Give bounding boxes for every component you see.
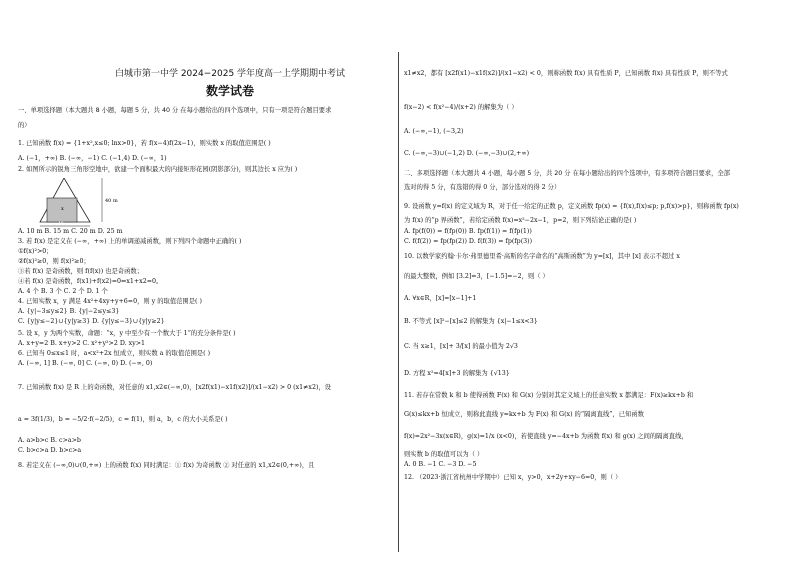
q5-options: A. x+y=2 B. x+y>2 C. x²+y²>2 D. xy>1	[18, 340, 146, 347]
q12-text: 12. （2023·浙江省杭州中学期中）已知 x，y>0，x+2y+xy−6=0，则（ ）	[404, 474, 622, 481]
q6-text: 6. 已知当 0≤x≤1 时，a<x²+2x 恒成立，则实数 a 的取值范围是( )	[18, 350, 211, 357]
q7-definitions: a = 3f(1/3)，b = −5/2·f(−2/5)，c = f(1)，则 a，b，c 的大小关系是( )	[18, 416, 228, 423]
q9-text: 9. 设函数 y=f(x) 的定义域为 R，对于任一给定的正数 p，定义函数 fp(x) = {f(x),f(x)≤p; p,f(x)>p}，则称函数 fp(x)	[404, 203, 739, 210]
q11-text-cont3: 则实数 b 的取值可以为（ ）	[404, 451, 484, 458]
q8-text-cont: x1≠x2，都有 [x2f(x1)−x1f(x2)]/(x1−x2) < 0，则称函数 f(x) 具有性质 P，已知函数 f(x) 具有性质 P，则不等式	[404, 70, 728, 77]
q7-options-ab: A. a>b>c B. c>a>b	[18, 437, 81, 444]
figure-label-x: x	[61, 206, 64, 212]
q4-options-cd: C. {y|y≤−2}∪{y|y≥3} D. {y|y≤−3}∪{y|y≥2}	[18, 318, 165, 325]
q10-text-cont: 的最大整数，例如 [3.2]=3，[−1.5]=−2，则（ ）	[404, 273, 549, 280]
q11-options: A. 0 B. −1 C. −3 D. −5	[404, 461, 477, 468]
q1-options: A. (−1，+∞) B. (−∞，−1) C. (−1,4) D. (−∞，1)	[18, 155, 167, 162]
figure-label-height: 40 m	[105, 198, 118, 204]
q6-options: A. (−∞, 1] B. (−∞, 0] C. (−∞, 0) D. (−∞, 0)	[18, 360, 153, 367]
section1-heading: 一、单项选择题（本大题共 8 小题，每题 5 分，共 40 分 在每小题给出的四个选项中，只有一项是符合题目要求	[18, 107, 332, 114]
q1-text: 1. 已知函数 f(x) = {1+x²,x≤0; lnx>0}，若 f(x−4)f(2x−1)，则实数 x 的取值范围是( )	[18, 140, 271, 147]
q3-item1: ①f(x)²>0；	[18, 248, 53, 255]
q3-options: A. 4 个 B. 3 个 C. 2 个 D. 1 个	[18, 288, 108, 295]
q10-text: 10. 以数学家约翰·卡尔·弗里德里希·高斯的名字命名的“高斯函数”为 y=[x]，其中 [x] 表示不超过 x	[404, 253, 680, 260]
q5-text: 5. 设 x，y 为两个实数，命题：“x，y 中至少有一个数大于 1”的充分条件是( )	[18, 330, 236, 337]
q9-options-ab: A. fp(f(0)) = f(fp(0)) B. fp(f(1)) = f(fp(1))	[404, 228, 532, 235]
exam-title: 白城市第一中学 2024−2025 学年度高一上学期期中考试	[114, 69, 346, 79]
q3-text: 3. 若 f(x) 是定义在 (−∞，+∞) 上的单调递减函数，则下列四个命题中正确的( )	[18, 238, 242, 245]
q11-text: 11. 若存在常数 k 和 b 使得函数 F(x) 和 G(x) 分别对其定义域上的任意实数 x 都满足：F(x)≥kx+b 和	[404, 392, 694, 399]
section2-heading-cont: 选对的得 5 分，有选错的得 0 分，部分选对的得 2 分）	[404, 184, 561, 191]
q2-text: 2. 如图所示的锐角三角形空地中，欲建一个面积最大的内接矩形花园(阴影部分)，则其边长 x 应为( )	[18, 166, 298, 173]
q4-options-ab: A. {y|−3≤y≤2} B. {y|−2≤y≤3}	[18, 308, 120, 315]
q10-option-a: A. ∀x∈R，[x]=[x−1]+1	[404, 295, 477, 302]
q8-inequality: f(x−2) < f(x²−4)/(x+2) 的解集为（ ）	[404, 104, 518, 111]
q10-option-d: D. 方程 x²=4[x]+3 的解集为 {√13}	[404, 370, 510, 377]
q8-text: 8. 若定义在 (−∞,0)∪(0,+∞) 上的函数 f(x) 同时满足：① f(x) 为奇函数 ② 对任意的 x1,x2∈(0,+∞)，且	[18, 462, 315, 469]
q4-text: 4. 已知实数 x，y 满足 4x²+4xy+y+6=0，则 y 的取值范围是( )	[18, 298, 202, 305]
column-divider	[398, 52, 399, 552]
q8-options-cd: C. (−∞,−3)∪(−1,2) D. (−∞,−3)∪(2,+∞)	[404, 150, 530, 157]
q10-option-c: C. 当 x≥1，[x]+ 3/[x] 的最小值为 2√3	[404, 343, 518, 350]
q3-item2: ②f(x)²≥0，则 f(x)²≥0；	[18, 258, 90, 265]
q9-options-cd: C. f(f(2)) = fp(fp(2)) D. f(f(3)) = fp(fp(3))	[404, 238, 533, 245]
exam-subtitle: 数学试卷	[205, 84, 254, 98]
q11-text-cont2: f(x)=2x²−3x(x∈R)，g(x)=1/x (x<0)，若使直线 y=−4x+b 为函数 f(x) 和 g(x) 之间的隔离直线，	[404, 433, 688, 440]
section1-heading-cont: 的）	[18, 122, 31, 129]
q3-item3: ③若 f(x) 是奇函数，则 f(f(x)) 也是奇函数；	[18, 268, 143, 275]
q11-text-cont1: G(x)≤kx+b 恒成立，则称此直线 y=kx+b 为 F(x) 和 G(x) 的“隔离直线”，已知函数	[404, 411, 644, 418]
triangle-figure	[22, 178, 132, 228]
q3-item4: ④若 f(x) 是奇函数，f(x1)+f(x2)=0⇔x1+x2=0。	[18, 278, 163, 285]
section2-heading: 二、多项选择题（本大题共 4 小题，每小题 5 分，共 20 分 在每小题给出的四个选项中，有多项符合题目要求，全部	[404, 170, 730, 177]
q9-text-cont: 为 f(x) 的“p 界函数”，若给定函数 f(x)=x²−2x−1，p=2，则下列结论正确的是( )	[404, 217, 637, 224]
q10-option-b: B. 不等式 [x]²−[x]≤2 的解集为 {x|−1≤x<3}	[404, 318, 538, 325]
q2-options: A. 10 m B. 15 m C. 20 m D. 25 m	[18, 228, 123, 235]
figure-label-base: 40 m	[58, 222, 70, 227]
q8-options-ab: A. (−∞,−1), (−3,2)	[404, 128, 464, 135]
q7-text: 7. 已知函数 f(x) 是 R 上的奇函数，对任意的 x1,x2∈(−∞,0)，[x2f(x1)−x1f(x2)]/(x1−x2) > 0 (x1≠x2)，设	[18, 384, 332, 391]
q7-options-cd: C. b>c>a D. b>c>a	[18, 447, 82, 454]
